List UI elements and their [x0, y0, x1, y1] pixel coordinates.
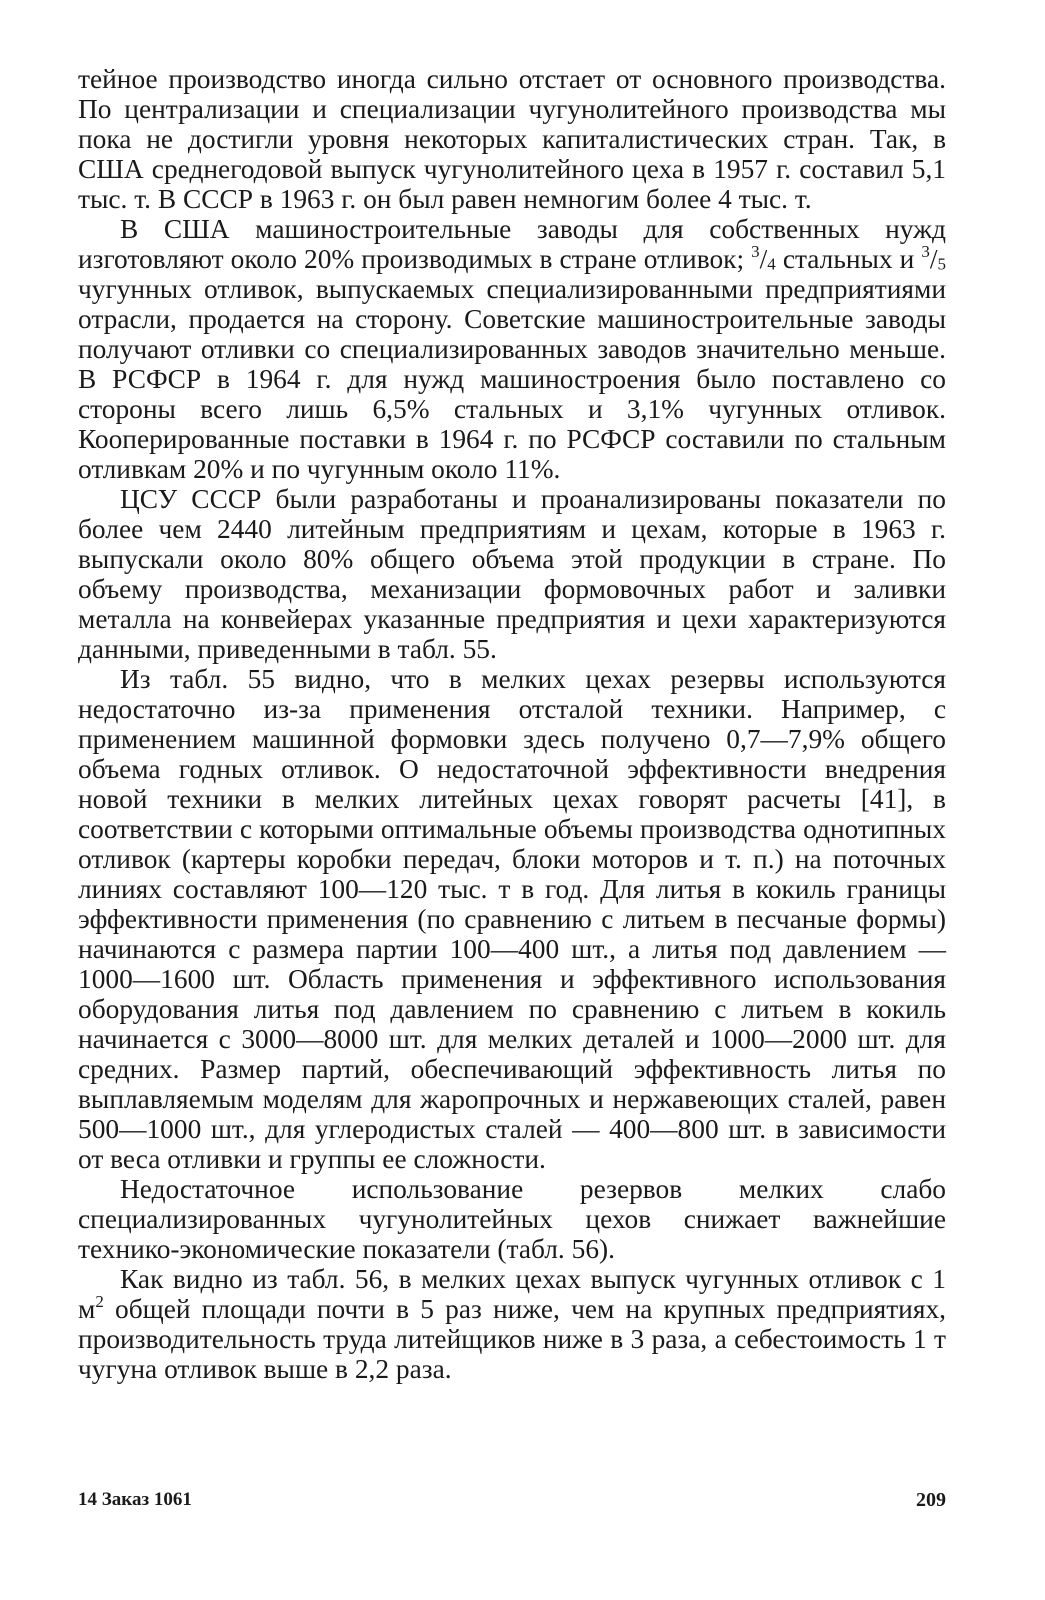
paragraph-2: В США машиностроительные заводы для собственных нужд изготовляют около 20% производимых в стране отливок; $^3/_4$ стальных и $^3/_5$ чугунных отливок, выпускаемых специализированными предприятиями отрасли, продается на сторону. Советские машиностроительные заводы получают отливки со специализированных заводов значительно меньше. В РСФСР в 1964 г. для нужд машиностроения было поставлено со стороны всего лишь 6,5% стальных и 3,1% чугунных отливок. Кооперированные поставки в 1964 г. по РСФСР составили по стальным отливкам 20% и по чугунным около 11%. — [78, 214, 946, 484]
paragraph-6 — [78, 1264, 946, 1384]
fraction-2-denominator: 5 — [937, 254, 946, 274]
paragraph-5: Недостаточное использование резервов мелких слабо специализированных чугунолитейных цехов снижает важнейшие технико-экономические показатели (табл. 56). — [78, 1174, 946, 1264]
paragraph-2-part-a: В США машиностроительные заводы для собственных нужд изготовляют около 20% производимых в стране отливок; — [78, 214, 946, 274]
page-footer — [78, 1489, 946, 1517]
paragraph-3: ЦСУ СССР были разработаны и проанализированы показатели по более чем 2440 литейным предприятиям и цехам, которые в 1963 г. выпускали около 80% общего объема этой продукции в стране. По объему производства, механизации формовочных работ и заливки металла на конвейерах указанные предприятия и цехи характеризуются данными, приведенными в табл. 55. — [78, 484, 946, 664]
paragraph-6-part-b: общей площади почти в 5 раз ниже, чем на крупных предприятиях, производительность труда литейщиков ниже в 3 раза, а себестоимость 1 т чугуна отливок выше в 2,2 раза. — [78, 1294, 946, 1384]
page-number: 209 — [916, 1489, 946, 1511]
square-meter-superscript: 2 — [95, 1291, 104, 1311]
paragraph-2-part-c: чугунных отливок, выпускаемых специализированными предприятиями отрасли, продается на сторону. Советские машиностроительные заводы получают отливки со специализированных заводов значительно меньше. В РСФСР в 1964 г. для нужд машиностроения было поставлено со стороны всего лишь 6,5% стальных и 3,1% чугунных отливок. Кооперированные поставки в 1964 г. по РСФСР составили по стальным отливкам 20% и по чугунным около 11%. — [78, 274, 946, 484]
paragraph-4: Из табл. 55 видно, что в мелких цехах резервы используются недостаточно из-за применения отсталой техники. Например, с применением машинной формовки здесь получено 0,7—7,9% общего объема годных отливок. О недостаточной эффективности внедрения новой техники в мелких литейных цехах говорят расчеты [41], в соответствии с которыми оптимальные объемы производства однотипных отливок (картеры коробки передач, блоки моторов и т. п.) на поточных линиях составляют 100—120 тыс. т в год. Для литья в кокиль границы эффективности применения (по сравнению с литьем в песчаные формы) начинаются с размера партии 100—400 шт., а литья под давлением — 1000—1600 шт. Область применения и эффективного использования оборудования литья под давлением по сравнению с литьем в кокиль начинается с 3000—8000 шт. для мелких деталей и 1000—2000 шт. для средних. Размер партий, обеспечивающий эффективность литья по выплавляемым моделям для жаропрочных и нержавеющих сталей, равен 500—1000 шт., для углеродистых сталей — 400—800 шт. в зависимости от веса отливки и группы ее сложности. — [78, 664, 946, 1174]
paragraph-1: тейное производство иногда сильно отстает от основного производства. По централизации и специализации чугунолитейного производства мы пока не достигли уровня некоторых капиталистических стран. Так, в США среднегодовой выпуск чугунолитейного цеха в 1957 г. составил 5,1 тыс. т. В СССР в 1963 г. он был равен немногим более 4 тыс. т. — [78, 64, 946, 214]
page-body — [78, 64, 946, 1384]
fraction-1-numerator: 3 — [751, 241, 760, 261]
printer-signature: 14 Заказ 1061 — [78, 1489, 192, 1510]
paragraph-2-part-b: стальных и — [782, 244, 915, 274]
fraction-1-denominator: 4 — [767, 254, 776, 274]
fraction-2-numerator: 3 — [921, 241, 930, 261]
paragraph-6-part-a: Как видно из табл. 56, в мелких цехах выпуск чугунных отливок с 1 м — [78, 1264, 946, 1324]
